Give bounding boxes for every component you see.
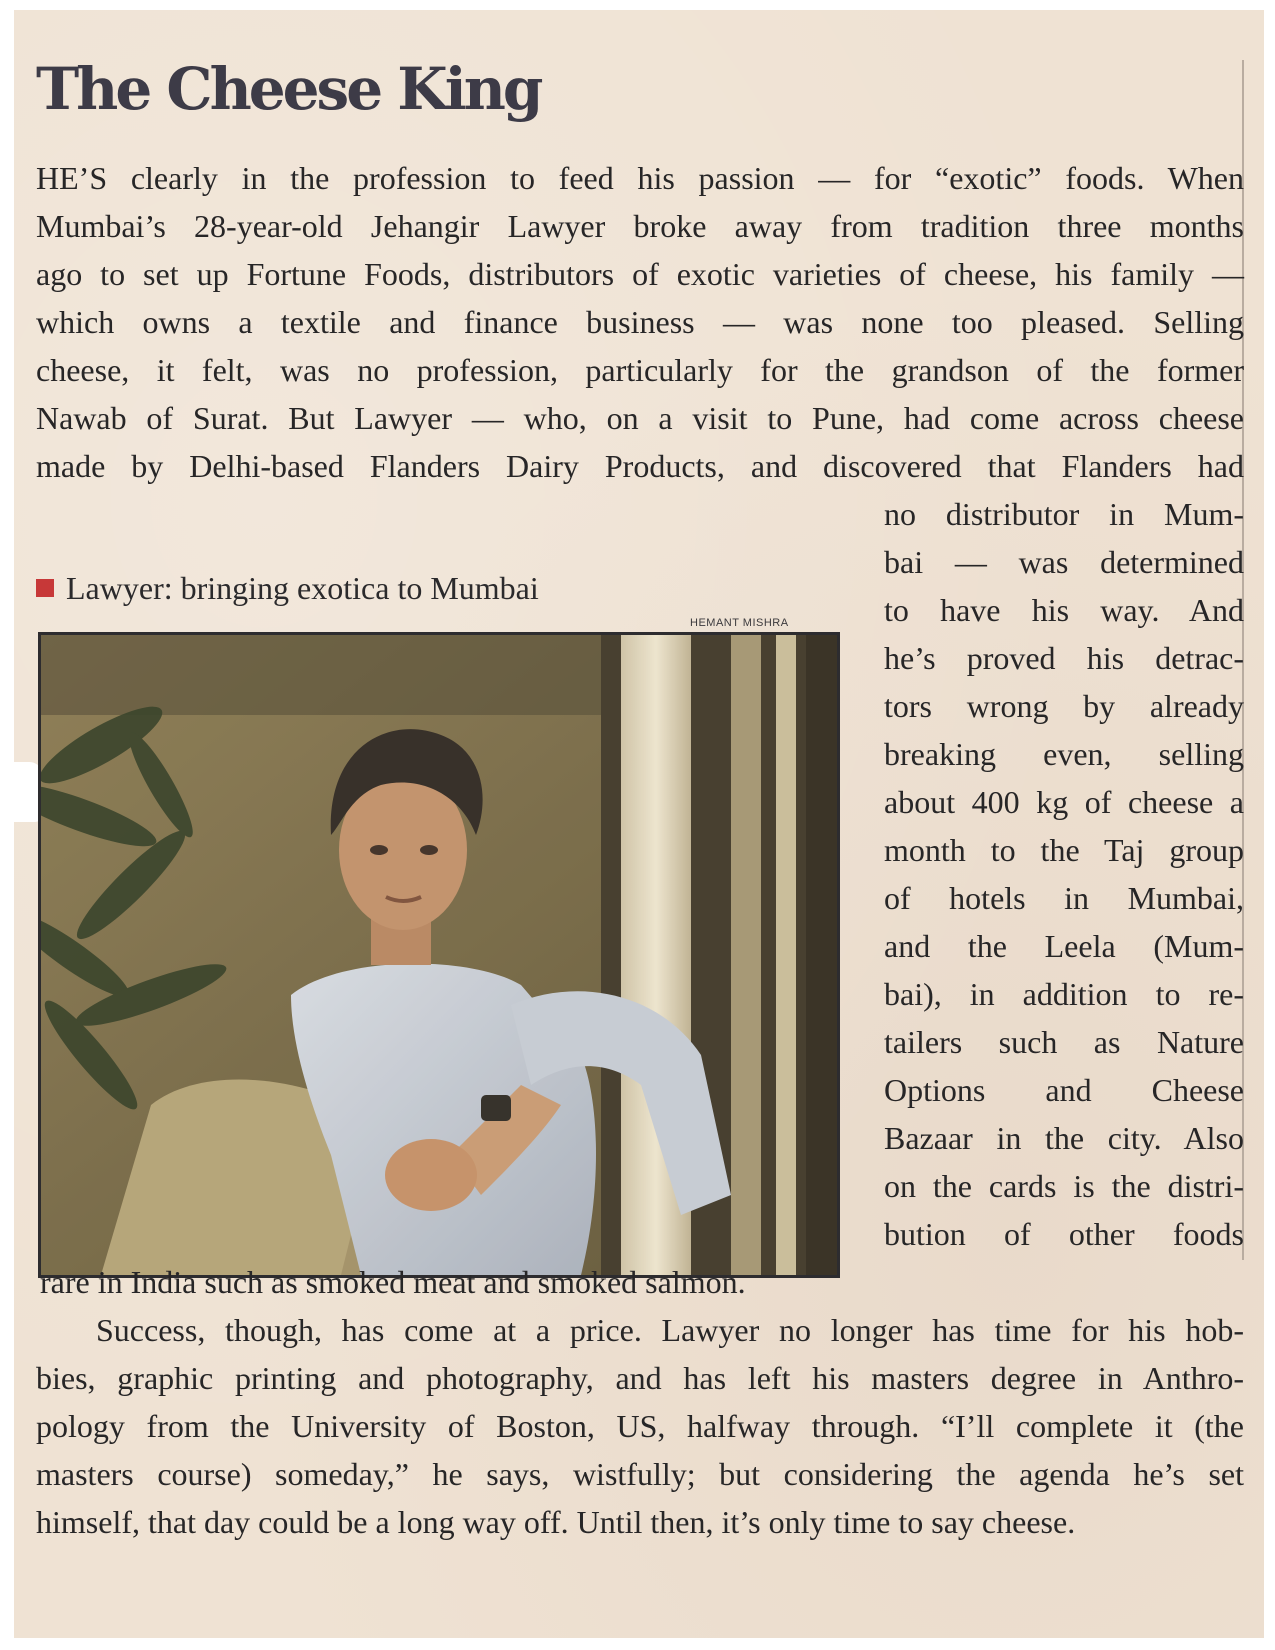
column-line: no distributor in Mum- bbox=[884, 496, 1244, 532]
intro-line: ago to set up Fortune Foods, distributors of exotic varieties of cheese, his family — bbox=[36, 256, 1244, 292]
closing-line: Success, though, has come at a price. Lawyer no longer has time for his hob- bbox=[96, 1312, 1244, 1348]
column-line: of hotels in Mumbai, bbox=[884, 880, 1244, 916]
column-line: on the cards is the distri- bbox=[884, 1168, 1244, 1204]
column-line: Options and Cheese bbox=[884, 1072, 1244, 1108]
column-line: he’s proved his detrac- bbox=[884, 640, 1244, 676]
column-line: bai), in addition to re- bbox=[884, 976, 1244, 1012]
article-headline: The Cheese King bbox=[36, 55, 541, 123]
closing-line: himself, that day could be a long way off. Until then, it’s only time to say cheese. bbox=[36, 1504, 1076, 1540]
intro-line: Nawab of Surat. But Lawyer — who, on a visit to Pune, had come across cheese bbox=[36, 400, 1244, 436]
newspaper-clipping bbox=[14, 10, 1264, 1638]
intro-line: Mumbai’s 28-year-old Jehangir Lawyer broke away from tradition three months bbox=[36, 208, 1244, 244]
column-line: Bazaar in the city. Also bbox=[884, 1120, 1244, 1156]
intro-line: which owns a textile and finance business — was none too pleased. Selling bbox=[36, 304, 1244, 340]
column-line: bution of other foods bbox=[884, 1216, 1244, 1252]
column-line: tors wrong by already bbox=[884, 688, 1244, 724]
photo-credit: HEMANT MISHRA bbox=[690, 617, 789, 629]
column-line: tailers such as Nature bbox=[884, 1024, 1244, 1060]
column-line: and the Leela (Mum- bbox=[884, 928, 1244, 964]
column-line: to have his way. And bbox=[884, 592, 1244, 628]
photo-caption bbox=[36, 570, 539, 607]
photo-caption-text: Lawyer: bringing exotica to Mumbai bbox=[66, 570, 539, 606]
column-line: breaking even, selling bbox=[884, 736, 1244, 772]
column-line: bai — was determined bbox=[884, 544, 1244, 580]
closing-line: masters course) someday,” he says, wistfully; but considering the agenda he’s set bbox=[36, 1456, 1244, 1492]
closing-line: pology from the University of Boston, US, halfway through. “I’ll complete it (the bbox=[36, 1408, 1244, 1444]
column-line: month to the Taj group bbox=[884, 832, 1244, 868]
intro-line: cheese, it felt, was no profession, particularly for the grandson of the former bbox=[36, 352, 1244, 388]
column-line: about 400 kg of cheese a bbox=[884, 784, 1244, 820]
intro-line: made by Delhi-based Flanders Dairy Products, and discovered that Flanders had bbox=[36, 448, 1244, 484]
continuation-line: rare in India such as smoked meat and smoked salmon. bbox=[40, 1264, 746, 1300]
caption-marker-icon bbox=[36, 579, 54, 597]
article-photo bbox=[38, 632, 840, 1278]
portrait-illustration bbox=[41, 635, 837, 1275]
closing-line: bies, graphic printing and photography, and has left his masters degree in Anthro- bbox=[36, 1360, 1244, 1396]
intro-line: HE’S clearly in the profession to feed his passion — for “exotic” foods. When bbox=[36, 160, 1244, 196]
